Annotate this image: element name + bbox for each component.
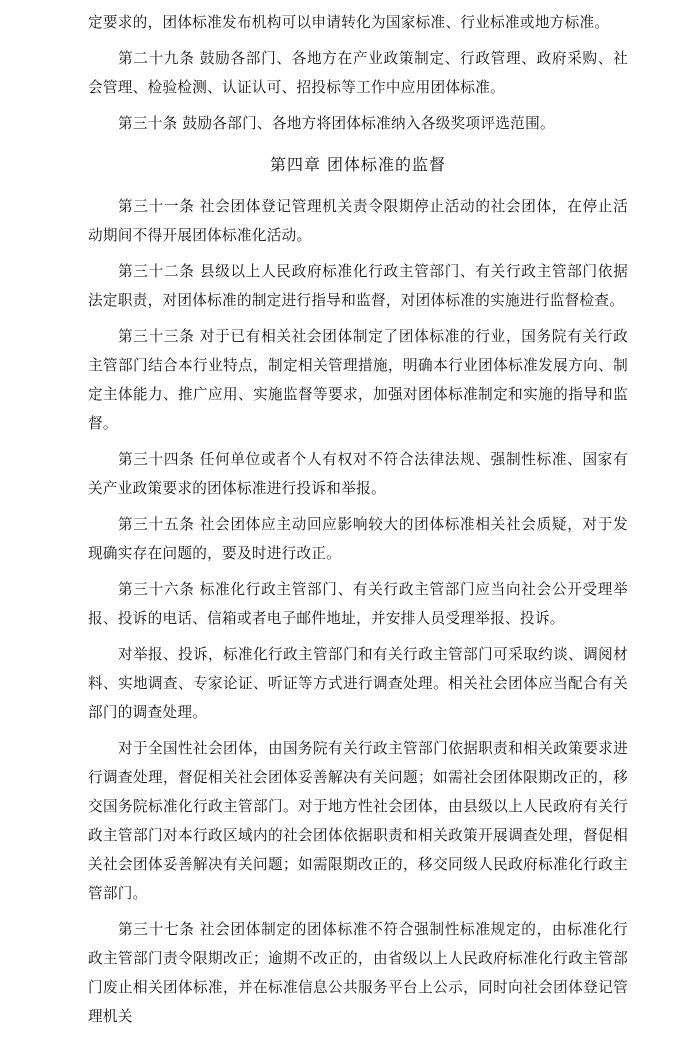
article-36-paragraph: 第三十六条 标准化行政主管部门、有关行政主管部门应当向社会公开受理举报、投诉的电话、信箱或者电子邮件地址，并安排人员受理举报、投诉。 <box>88 581 628 627</box>
article-36-subparagraph-1: 对举报、投诉，标准化行政主管部门和有关行政主管部门可采取约谈、调阅材料、实地调查、专家论证、听证等方式进行调查处理。相关社会团体应当配合有关部门的调查处理。 <box>88 646 628 721</box>
article-35-paragraph: 第三十五条 社会团体应主动回应影响较大的团体标准相关社会质疑，对于发现确实存在问题的，要及时进行改正。 <box>88 516 628 562</box>
article-36-subparagraph-2: 对于全国性社会团体，由国务院有关行政主管部门依据职责和相关政策要求进行调查处理，督促相关社会团体妥善解决有关问题；如需社会团体限期改正的，移交国务院标准化行政主管部门。对于地方性社会团体，由县级以上人民政府有关行政主管部门对本行政区域内的社会团体依据职责和相关政策开展调查处理，督促相关社会团体妥善解决有关问题；如需限期改正的，移交同级人民政府标准化行政主管部门。 <box>88 740 628 902</box>
article-31-paragraph: 第三十一条 社会团体登记管理机关责令限期停止活动的社会团体，在停止活动期间不得开展团体标准化活动。 <box>88 198 628 244</box>
article-33-paragraph: 第三十三条 对于已有相关社会团体制定了团体标准的行业，国务院有关行政主管部门结合本行业特点，制定相关管理措施，明确本行业团体标准发展方向、制定主体能力、推广应用、实施监督等要求，加强对团体标准制定和实施的指导和监督。 <box>88 328 628 432</box>
article-37-paragraph: 第三十七条 社会团体制定的团体标准不符合强制性标准规定的，由标准化行政主管部门责令限期改正；逾期不改正的，由省级以上人民政府标准化行政主管部门废止相关团体标准，并在标准信息公共服务平台上公示，同时向社会团体登记管理机关 <box>88 921 628 1025</box>
article-30-paragraph: 第三十条 鼓励各部门、各地方将团体标准纳入各级奖项评选范围。 <box>118 115 555 132</box>
article-29-paragraph: 第二十九条 鼓励各部门、各地方在产业政策制定、行政管理、政府采购、社会管理、检验检测、认证认可、招投标等工作中应用团体标准。 <box>88 50 628 96</box>
article-32-paragraph: 第三十二条 县级以上人民政府标准化行政主管部门、有关行政主管部门依据法定职责，对团体标准的制定进行指导和监督，对团体标准的实施进行监督检查。 <box>88 263 628 309</box>
continuation-paragraph: 定要求的，团体标准发布机构可以申请转化为国家标准、行业标准或地方标准。 <box>88 14 610 31</box>
article-34-paragraph: 第三十四条 任何单位或者个人有权对不符合法律法规、强制性标准、国家有关产业政策要求的团体标准进行投诉和举报。 <box>88 451 628 497</box>
chapter-title: 第四章 团体标准的监督 <box>269 155 447 174</box>
document-body <box>88 8 628 1038</box>
